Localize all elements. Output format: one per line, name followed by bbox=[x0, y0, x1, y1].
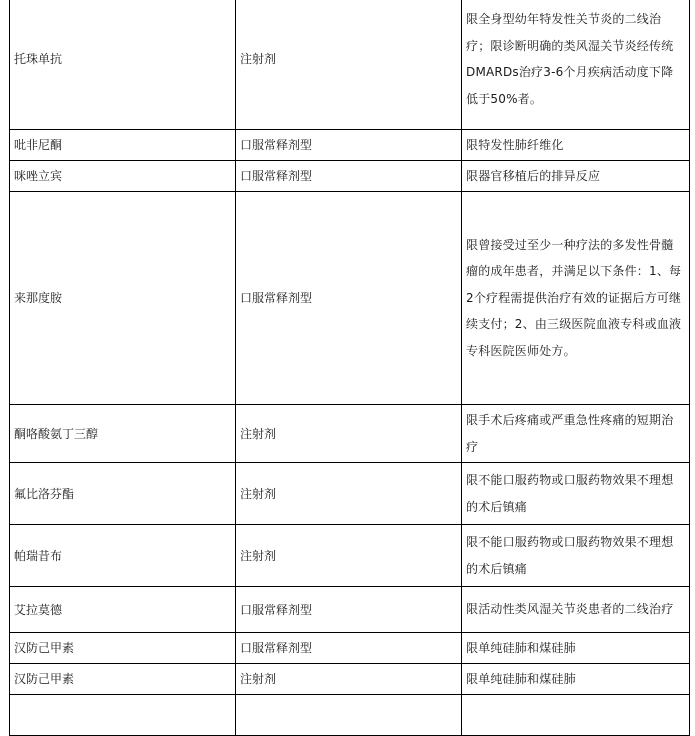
drug-name-cell: 汉防己甲素 bbox=[10, 633, 236, 664]
dosage-form-cell: 口服常释剂型 bbox=[236, 587, 462, 633]
drug-name-cell: 酮咯酸氨丁三醇 bbox=[10, 405, 236, 463]
drug-reimbursement-table bbox=[9, 0, 690, 736]
table-row bbox=[10, 405, 690, 463]
restriction-note-cell: 限不能口服药物或口服药物效果不理想的术后镇痛 bbox=[462, 463, 690, 525]
empty-cell bbox=[10, 695, 236, 736]
restriction-note-cell: 限手术后疼痛或严重急性疼痛的短期治疗 bbox=[462, 405, 690, 463]
dosage-form-cell: 注射剂 bbox=[236, 0, 462, 130]
drug-name-cell: 帕瑞昔布 bbox=[10, 525, 236, 587]
dosage-form-cell: 注射剂 bbox=[236, 405, 462, 463]
empty-cell bbox=[462, 695, 690, 736]
restriction-note-cell: 限全身型幼年特发性关节炎的二线治疗；限诊断明确的类风湿关节炎经传统DMARDs治疗3-6个月疾病活动度下降低于50%者。 bbox=[462, 0, 690, 130]
restriction-note-cell: 限曾接受过至少一种疗法的多发性骨髓瘤的成年患者，并满足以下条件：1、每2个疗程需提供治疗有效的证据后方可继续支付；2、由三级医院血液专科或血液专科医院医师处方。 bbox=[462, 192, 690, 405]
dosage-form-cell: 注射剂 bbox=[236, 463, 462, 525]
table-row bbox=[10, 463, 690, 525]
table-row bbox=[10, 587, 690, 633]
dosage-form-cell: 口服常释剂型 bbox=[236, 161, 462, 192]
table-row bbox=[10, 525, 690, 587]
dosage-form-cell: 口服常释剂型 bbox=[236, 130, 462, 161]
table-row bbox=[10, 633, 690, 664]
restriction-note-cell: 限不能口服药物或口服药物效果不理想的术后镇痛 bbox=[462, 525, 690, 587]
restriction-note-cell: 限单纯硅肺和煤硅肺 bbox=[462, 664, 690, 695]
drug-name-cell: 托珠单抗 bbox=[10, 0, 236, 130]
table-row bbox=[10, 664, 690, 695]
dosage-form-cell: 注射剂 bbox=[236, 525, 462, 587]
drug-name-cell: 汉防己甲素 bbox=[10, 664, 236, 695]
table-row bbox=[10, 161, 690, 192]
dosage-form-cell: 口服常释剂型 bbox=[236, 633, 462, 664]
drug-name-cell: 艾拉莫德 bbox=[10, 587, 236, 633]
table-row bbox=[10, 130, 690, 161]
drug-name-cell: 吡非尼酮 bbox=[10, 130, 236, 161]
drug-name-cell: 来那度胺 bbox=[10, 192, 236, 405]
drug-name-cell: 氟比洛芬酯 bbox=[10, 463, 236, 525]
table-row bbox=[10, 192, 690, 405]
empty-cell bbox=[236, 695, 462, 736]
restriction-note-cell: 限活动性类风湿关节炎患者的二线治疗 bbox=[462, 587, 690, 633]
restriction-note-cell: 限单纯硅肺和煤硅肺 bbox=[462, 633, 690, 664]
drug-name-cell: 咪唑立宾 bbox=[10, 161, 236, 192]
dosage-form-cell: 口服常释剂型 bbox=[236, 192, 462, 405]
dosage-form-cell: 注射剂 bbox=[236, 664, 462, 695]
table-row bbox=[10, 0, 690, 130]
table-row-partial bbox=[10, 695, 690, 736]
restriction-note-cell: 限特发性肺纤维化 bbox=[462, 130, 690, 161]
restriction-note-cell: 限器官移植后的排异反应 bbox=[462, 161, 690, 192]
